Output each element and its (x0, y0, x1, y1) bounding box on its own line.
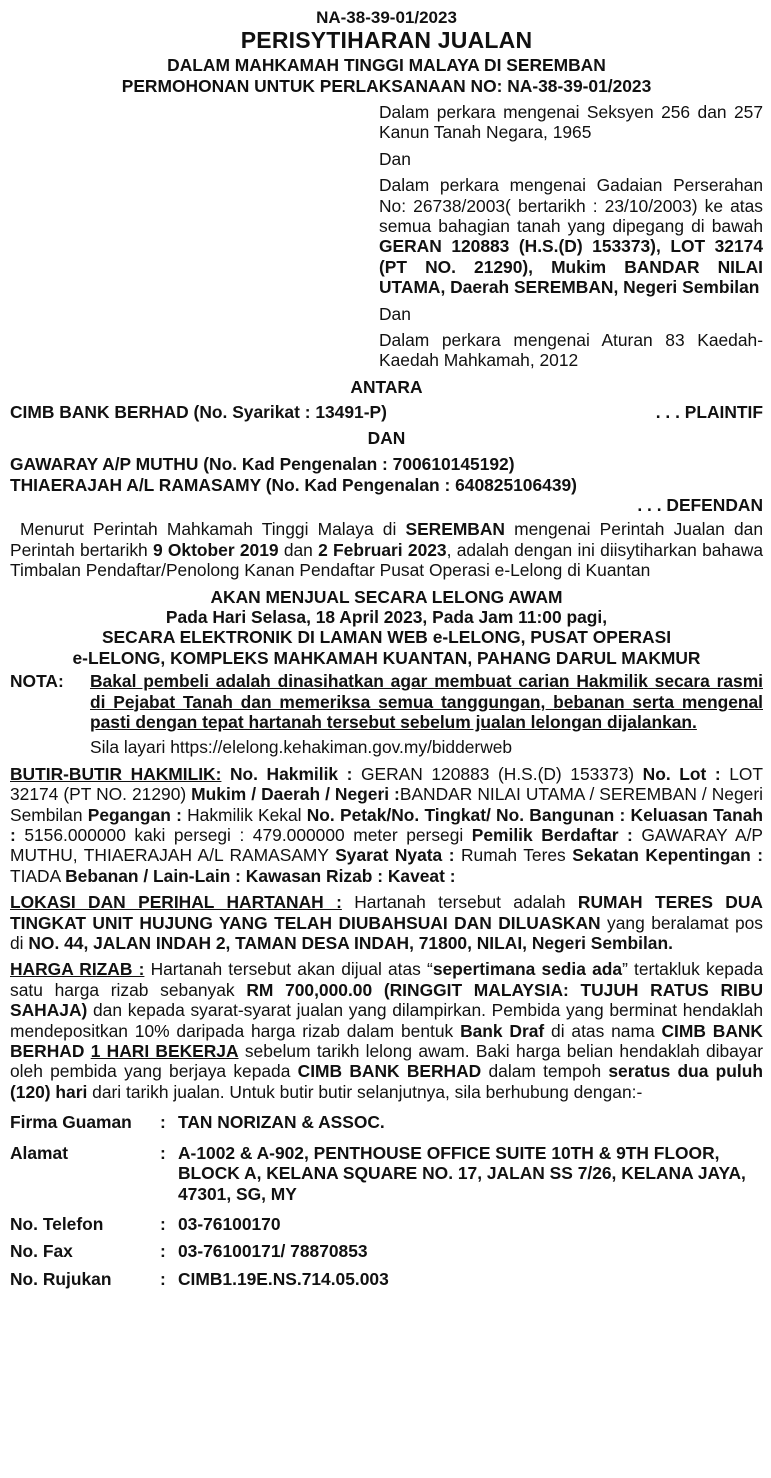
case-number: NA-38-39-01/2023 (316, 8, 457, 27)
address-label: Alamat (10, 1142, 68, 1163)
reserve-price: RM 700,000.00 (RINGGIT MALAYSIA: TUJUH RATUS RIBU SAHAJA) (10, 979, 763, 1021)
contact-section (10, 1112, 763, 1289)
note-section (10, 671, 763, 758)
title-details-heading: BUTIR-BUTIR HAKMILIK: (10, 763, 222, 784)
fax-colon: : (160, 1241, 166, 1262)
k-mukim: Mukim / Daerah / Negeri : (191, 784, 400, 805)
reserve-bank-name: CIMB BANK BERHAD (10, 1020, 763, 1062)
phone-row (10, 1214, 763, 1234)
fax-value: 03-76100171/ 78870853 (178, 1241, 368, 1262)
v-lot: LOT 32174 (PT NO. 21290) (10, 763, 764, 805)
reserve-text-2: ” tertakluk kepada satu harga rizab sebanyak (10, 959, 763, 1000)
k-lot: No. Lot : (642, 763, 730, 784)
location-section (10, 892, 763, 953)
plaintiff-role: . . . PLAINTIF (655, 402, 763, 423)
auction-line-3: SECARA ELEKTRONIK DI LAMAN WEB e-LELONG, PUSAT OPERASI (101, 627, 672, 648)
k-sekatan: Sekatan Kepentingan : (572, 845, 764, 866)
v-syarat: Rumah Teres (460, 845, 573, 866)
recital-2-text: Dalam perkara mengenai Gadaian Perserahan No: 26738/2003( bertarikh : 23/10/2003) ke atas semua bahagian tanah yang dipegang di bawah (379, 175, 763, 237)
auction-line-4: e-LELONG, KOMPLEKS MAHKAMAH KUANTAN, PAHANG DARUL MAKMUR (72, 647, 701, 668)
intro-court: SEREMBAN (405, 519, 505, 540)
defendant-role: . . . DEFENDAN (637, 494, 763, 515)
location-text-1: Hartanah tersebut adalah (341, 892, 578, 913)
intro-date-2: 2 Februari 2023 (318, 539, 447, 560)
auction-block (10, 587, 763, 669)
recital-dan-2: Dan (379, 303, 411, 324)
application-number: PERMOHONAN UNTUK PERLAKSANAAN NO: NA-38-39-01/2023 (121, 75, 652, 96)
firm-colon: : (160, 1112, 166, 1133)
reserve-section (10, 959, 763, 1102)
fax-row (10, 1241, 763, 1261)
reserve-working-day: 1 HARI BEKERJA (90, 1041, 239, 1062)
auction-line-2: Pada Hari Selasa, 18 April 2023, Pada Jam 11:00 pagi, (165, 606, 608, 627)
title-details (10, 764, 763, 886)
reserve-text-1: Hartanah tersebut akan dijual atas “ (144, 959, 433, 980)
address-row (10, 1143, 763, 1204)
reference-value: CIMB1.19E.NS.714.05.003 (178, 1268, 389, 1289)
recital-3: Dalam perkara mengenai Aturan 83 Kaedah-Kaedah Mahkamah, 2012 (379, 330, 763, 371)
intro-paragraph (10, 519, 763, 580)
v-sekatan: TIADA (10, 865, 66, 886)
intro-text-2: mengenai Perintah Jualan dan Perintah bertarikh (10, 519, 763, 560)
reserve-days: seratus dua puluh (120) hari (10, 1061, 763, 1102)
note-body (90, 671, 763, 758)
phone-colon: : (160, 1213, 166, 1234)
reference-label: No. Rujukan (10, 1268, 112, 1289)
reserve-bank-name-2: CIMB BANK BERHAD (297, 1061, 482, 1082)
v-mukim: BANDAR NILAI UTAMA / SEREMBAN / Negeri Sembilan (10, 784, 763, 825)
recital-2-title: GERAN 120883 (H.S.(D) 153373), LOT 32174 (PT NO. 21290), Mukim BANDAR NILAI UTAMA, Daerah SEREMBAN, Negeri Sembilan (379, 236, 763, 298)
property-type: RUMAH TERES DUA TINGKAT UNIT HUJUNG YANG TELAH DIUBAHSUAI DAN DILUASKAN (10, 892, 763, 933)
firm-label: Firma Guaman (10, 1112, 132, 1133)
elelong-link[interactable]: Sila layari https://elelong.kehakiman.gov.my/bidderweb (90, 737, 513, 758)
reserve-as-is: sepertimana sedia ada (432, 959, 623, 980)
k-pegangan: Pegangan : (87, 804, 188, 825)
address-colon: : (160, 1142, 166, 1163)
v-hakmilik: GERAN 120883 (H.S.(D) 153373) (360, 763, 643, 784)
recital-2 (379, 175, 763, 297)
plaintiff-name: CIMB BANK BERHAD (No. Syarikat : 13491-P) (10, 402, 387, 423)
property-address: NO. 44, JALAN INDAH 2, TAMAN DESA INDAH, 71800, NILAI, Negeri Sembilan. (28, 933, 673, 954)
v-luas: 5156.000000 kaki persegi : 479.000000 meter persegi (24, 825, 472, 845)
reserve-heading: HARGA RIZAB : (10, 959, 145, 980)
reserve-text-3: dan kepada syarat-syarat jualan yang dilampirkan. Pembida yang berminat hendaklah mendepositkan 10% daripada harga rizab dalam bentuk (10, 1000, 763, 1041)
k-petak: No. Petak/No. Tingkat/ No. Bangunan : Keluasan Tanah : (10, 804, 763, 845)
reserve-text-7: dalam tempoh (481, 1061, 609, 1082)
auction-line-1: AKAN MENJUAL SECARA LELONG AWAM (210, 586, 563, 607)
intro-date-1: 9 Oktober 2019 (152, 539, 279, 560)
fax-label: No. Fax (10, 1241, 73, 1262)
v-pemilik: GAWARAY A/P MUTHU, THIAERAJAH A/L RAMASAMY (10, 825, 763, 866)
court-name: DALAM MAHKAMAH TINGGI MALAYA DI SEREMBAN (167, 55, 606, 75)
location-text-2: yang beralamat pos di (10, 912, 764, 954)
reserve-text-4: di atas nama (544, 1020, 662, 1041)
reserve-bank-draft: Bank Draf (460, 1020, 545, 1041)
intro-text-4: , adalah dengan ini diisytiharkan bahawa Timbalan Pendaftar/Penolong Kanan Pendaftar Pusat Operasi e-Lelong di Kuantan (10, 539, 763, 581)
reference-row (10, 1269, 763, 1289)
reference-colon: : (160, 1268, 166, 1289)
recitals (379, 102, 763, 371)
phone-value: 03-76100170 (178, 1213, 281, 1234)
firm-name: TAN NORIZAN & ASSOC. (178, 1112, 385, 1133)
defendant-2: THIAERAJAH A/L RAMASAMY (No. Kad Pengenalan : 640825106439) (10, 474, 577, 495)
note-label: NOTA: (10, 671, 64, 692)
intro-text-1: Menurut Perintah Mahkamah Tinggi Malaya di (20, 519, 406, 540)
and-label: DAN (367, 427, 406, 448)
recital-1: Dalam perkara mengenai Seksyen 256 dan 257 Kanun Tanah Negara, 1965 (379, 102, 763, 143)
recital-dan-1: Dan (379, 148, 411, 169)
between-label: ANTARA (350, 376, 423, 397)
document-title: PERISYTIHARAN JUALAN (240, 27, 533, 53)
address-value: A-1002 & A-902, PENTHOUSE OFFICE SUITE 10TH & 9TH FLOOR, BLOCK A, KELANA SQUARE NO. 17, JALAN SS 7/26, KELANA JAYA, 47301, SG, MY (178, 1142, 746, 1204)
location-heading: LOKASI DAN PERIHAL HARTANAH : (10, 892, 342, 913)
intro-text-3: dan (278, 539, 319, 560)
phone-label: No. Telefon (10, 1213, 104, 1234)
reserve-text-8: dari tarikh jualan. Untuk butir butir selanjutnya, sila berhubung dengan:- (87, 1081, 643, 1102)
k-bebanan: Bebanan / Lain-Lain : Kawasan Rizab : Kaveat : (65, 865, 456, 886)
k-syarat: Syarat Nyata : (335, 845, 461, 866)
plaintiff-row (10, 402, 763, 422)
v-pegangan: Hakmilik Kekal (187, 804, 307, 825)
defendant-1: GAWARAY A/P MUTHU (No. Kad Pengenalan : 700610145192) (10, 454, 515, 475)
k-pemilik: Pemilik Berdaftar : (471, 825, 642, 845)
note-warning: Bakal pembeli adalah dinasihatkan agar membuat carian Hakmilik secara rasmi di Pejabat Tanah dan memeriksa semua tanggungan, bebanan serta mengenal pasti dengan tepat hartanah tersebut sebelum jualan lelongan dijalankan. (90, 671, 763, 732)
k-hakmilik: No. Hakmilik : (221, 763, 361, 784)
reserve-text-6: sebelum tarikh lelong awam. Baki harga belian hendaklah dibayar oleh pembida yang berjaya kepada (10, 1041, 763, 1082)
firm-row (10, 1112, 763, 1132)
